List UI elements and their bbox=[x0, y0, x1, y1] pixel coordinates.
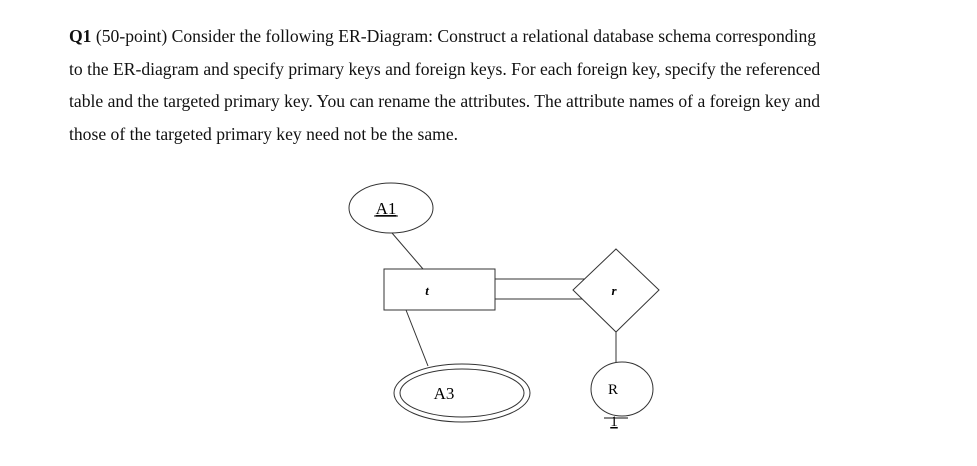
attribute-r1-label-bottom: 1 bbox=[610, 414, 618, 430]
question-line-2: to the ER-diagram and specify primary keys and foreign keys. For each foreign key, specify the referenced bbox=[69, 58, 821, 79]
connector-a1-t bbox=[392, 233, 423, 269]
attribute-a3-label: A3 bbox=[433, 384, 455, 403]
attribute-r1-label-top: R bbox=[607, 382, 619, 398]
relationship-r-label: r bbox=[611, 283, 617, 298]
question-intro: (50-point) Consider the following ER-Diagram: Construct a relational database schema corresponding bbox=[91, 26, 817, 46]
entity-t-label: t bbox=[425, 283, 429, 298]
question-line-4: those of the targeted primary key need not be the same. bbox=[69, 123, 459, 144]
entity-t-box bbox=[384, 269, 495, 310]
connector-t-a3 bbox=[406, 310, 428, 366]
attribute-a1-label: A1 bbox=[375, 199, 397, 218]
attribute-a3-outer-ellipse bbox=[394, 364, 530, 422]
question-line-3: table and the targeted primary key. You can rename the attributes. The attribute names of a foreign key and bbox=[69, 91, 821, 111]
attribute-r1-ellipse bbox=[591, 362, 653, 416]
question-label: Q1 bbox=[69, 26, 92, 46]
